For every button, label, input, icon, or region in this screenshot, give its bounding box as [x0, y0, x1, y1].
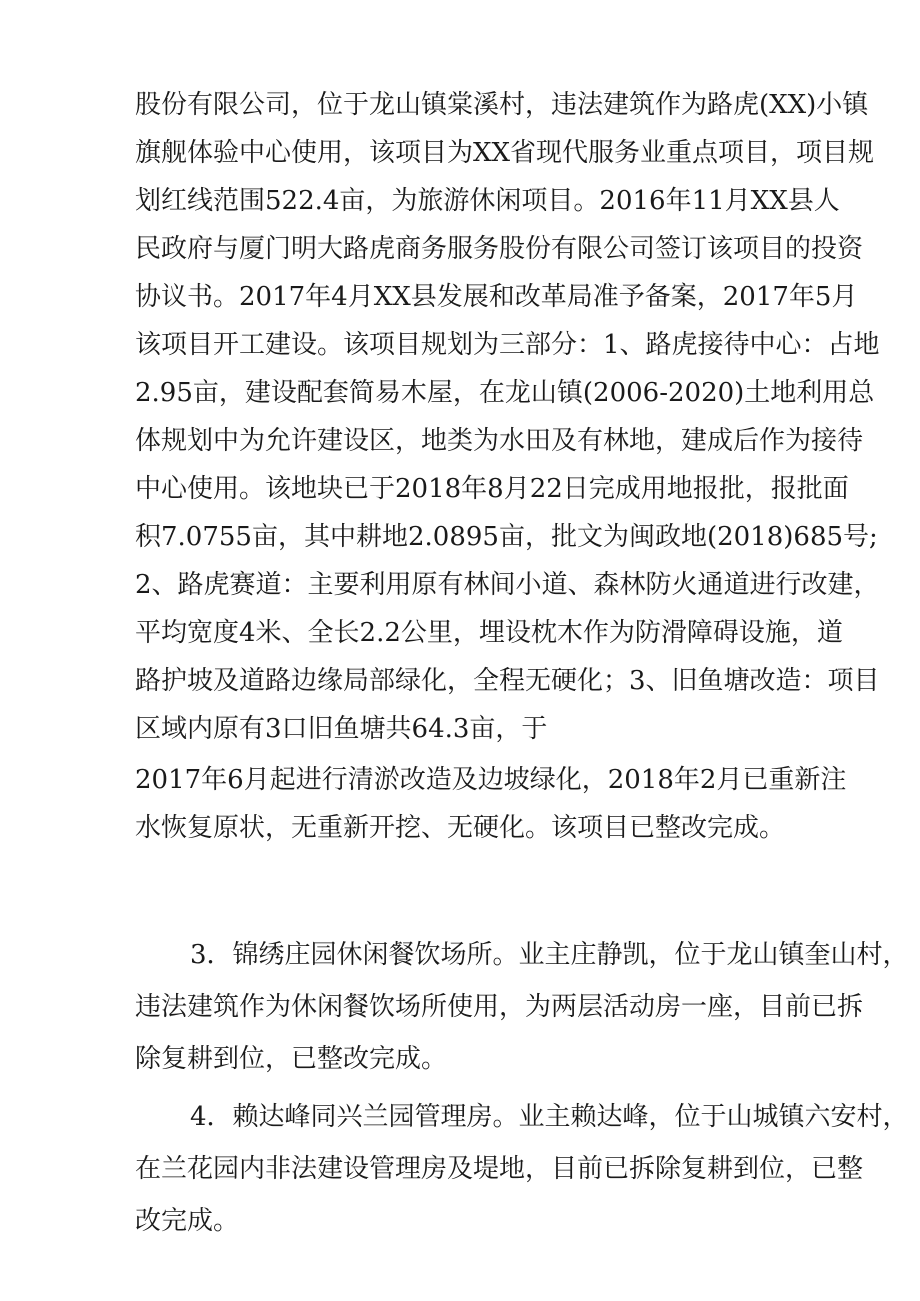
text-line: 民政府与厦门明大路虎商务服务股份有限公司签订该项目的投资 [135, 234, 864, 264]
text-line: 除复耕到位，已整改完成。 [135, 1044, 448, 1074]
text-line: 水恢复原状，无重新开挖、无硬化。该项目已整改完成。 [135, 813, 786, 843]
text-line: 改完成。 [135, 1206, 240, 1236]
text-line: 区域内原有3口旧鱼塘共64.3亩，于 [135, 714, 548, 744]
text-line: 划红线范围522.4亩，为旅游休闲项目。2016年11月XX县人 [135, 186, 840, 216]
text-line: 中心使用。该地块已于2018年8月22日完成用地报批，报批面 [135, 474, 849, 504]
text-line: 该项目开工建设。该项目规划为三部分：1、路虎接待中心：占地 [135, 330, 880, 360]
text-line: 路护坡及道路边缘局部绿化，全程无硬化；3、旧鱼塘改造：项目 [135, 666, 880, 696]
text-line: 平均宽度4米、全长2.2公里，埋设枕木作为防滑障碍设施，道 [135, 618, 843, 648]
text-line: 4．赖达峰同兴兰园管理房。业主赖达峰，位于山城镇六安村， [190, 1102, 909, 1132]
text-line: 协议书。2017年4月XX县发展和改革局准予备案，2017年5月 [135, 282, 858, 312]
text-line: 2.95亩，建设配套简易木屋，在龙山镇(2006-2020)土地利用总 [135, 378, 875, 408]
text-line: 2、路虎赛道：主要利用原有林间小道、森林防火通道进行改建， [135, 570, 880, 600]
text-line: 股份有限公司，位于龙山镇棠溪村，违法建筑作为路虎(XX)小镇 [135, 90, 869, 120]
text-line: 3．锦绣庄园休闲餐饮场所。业主庄静凯，位于龙山镇奎山村， [190, 940, 909, 970]
text-line: 2017年6月起进行清淤改造及边坡绿化，2018年2月已重新注 [135, 765, 847, 795]
text-line: 在兰花园内非法建设管理房及堤地，目前已拆除复耕到位，已整 [135, 1154, 864, 1184]
text-line: 积7.0755亩，其中耕地2.0895亩，批文为闽政地(2018)685号; [135, 522, 878, 552]
text-line: 违法建筑作为休闲餐饮场所使用，为两层活动房一座，目前已拆 [135, 992, 864, 1022]
text-line: 旗舰体验中心使用，该项目为XX省现代服务业重点项目，项目规 [135, 138, 875, 168]
text-line: 体规划中为允许建设区，地类为水田及有林地，建成后作为接待 [135, 426, 864, 456]
